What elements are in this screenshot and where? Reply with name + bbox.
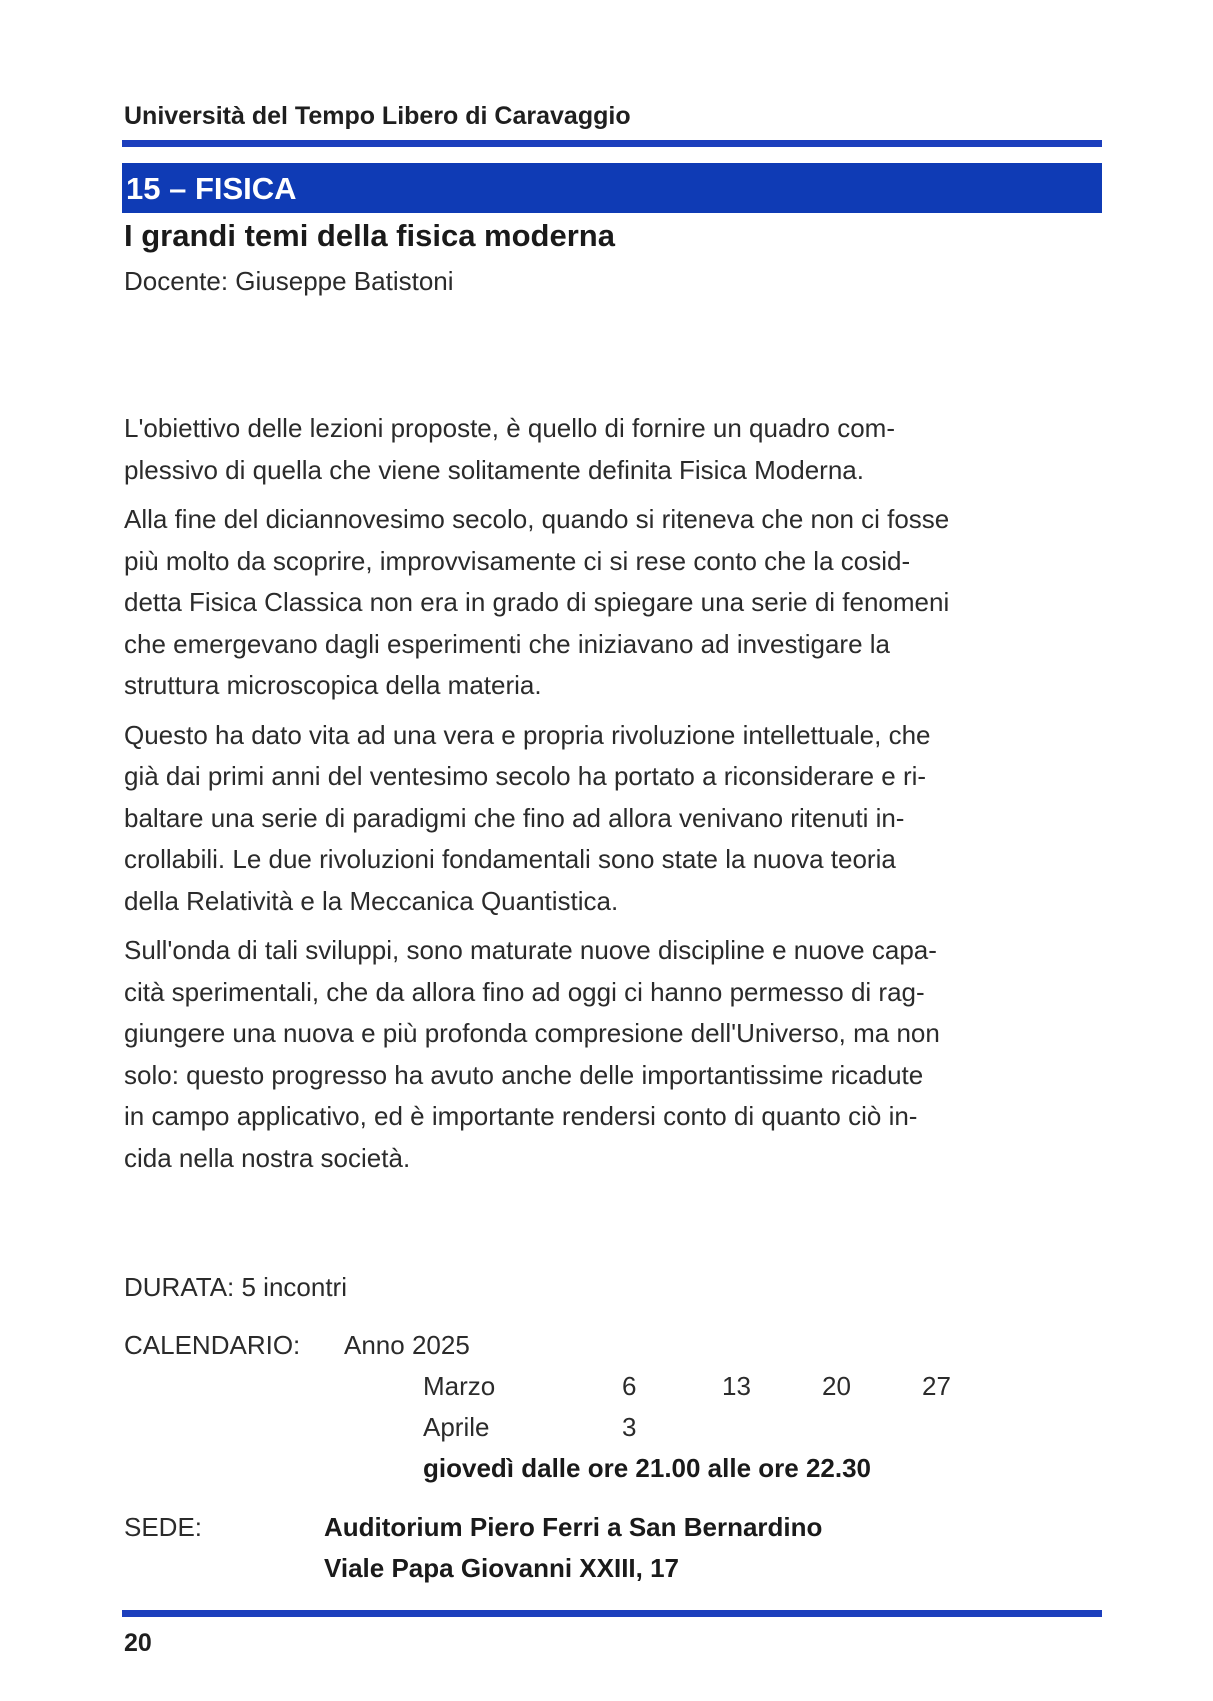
description-paragraph [124,408,1104,491]
calendario-label: CALENDARIO: [124,1330,301,1360]
calendar-day: 20 [822,1371,851,1401]
durata-text: DURATA: 5 incontri [124,1272,347,1302]
calendar-day: 3 [622,1412,637,1442]
course-teacher: Docente: Giuseppe Batistoni [124,266,454,296]
sede-place: Auditorium Piero Ferri a San Bernardino [324,1512,823,1542]
description-line: solo: questo progresso ha avuto anche delle importantissime ricadute [124,1059,924,1090]
footer-divider [122,1610,1102,1617]
description-line: della Relatività e la Meccanica Quantistica. [124,885,619,916]
description-line: Sull'onda di tali sviluppi, sono maturate nuove discipline e nuove capa- [124,935,937,965]
course-category-band [122,163,1102,213]
description-line: in campo applicativo, ed è importante rendersi conto di quanto ciò in- [124,1101,918,1131]
description-line: cida nella nostra società. [124,1142,411,1173]
description-line: cità sperimentali, che da allora fino ad oggi ci hanno permesso di rag- [124,976,925,1007]
course-title: I grandi temi della fisica moderna [124,218,615,253]
course-category-label: 15 – FISICA [126,171,297,206]
description-line: giungere una nuova e più profonda compresione dell'Universo, ma non [124,1018,940,1048]
description-line: che emergevano dagli esperimenti che iniziavano ad investigare la [124,628,891,659]
description-paragraph [124,930,1104,1179]
description-line: Alla fine del diciannovesimo secolo, quando si riteneva che non ci fosse [124,504,950,534]
description-paragraph [124,715,1104,923]
description-line: già dai primi anni del ventesimo secolo ha portato a riconsiderare e ri- [124,761,927,791]
calendar-month: Aprile [423,1412,490,1442]
sede-label: SEDE: [124,1512,203,1542]
page-header-title: Università del Tempo Libero di Caravaggio [124,102,631,130]
description-line: struttura microscopica della materia. [124,670,542,700]
description-line: L'obiettivo delle lezioni proposte, è quello di fornire un quadro com- [124,413,895,443]
description-line: detta Fisica Classica non era in grado di spiegare una serie di fenomeni [124,587,950,617]
header-divider [122,140,1102,147]
calendar-schedule: giovedì dalle ore 21.00 alle ore 22.30 [423,1453,872,1483]
course-description [124,408,1104,1179]
calendar-day: 27 [922,1371,951,1401]
description-line: Questo ha dato vita ad una vera e propria rivoluzione intellettuale, che [124,719,931,750]
calendar-day: 6 [622,1371,637,1401]
page-number: 20 [124,1629,152,1657]
calendar-day: 13 [722,1371,751,1401]
description-line: più molto da scoprire, improvvisamente ci si rese conto che la cosid- [124,545,911,576]
description-line: plessivo di quella che viene solitamente definita Fisica Moderna. [124,454,864,485]
calendar-month: Marzo [423,1371,496,1401]
description-line: crollabili. Le due rivoluzioni fondamentali sono state la nuova teoria [124,844,896,874]
calendario-year: Anno 2025 [344,1330,470,1360]
sede-address: Viale Papa Giovanni XXIII, 17 [324,1553,680,1583]
description-paragraph [124,499,1104,707]
description-line: baltare una serie di paradigmi che fino ad allora venivano ritenuti in- [124,802,905,833]
